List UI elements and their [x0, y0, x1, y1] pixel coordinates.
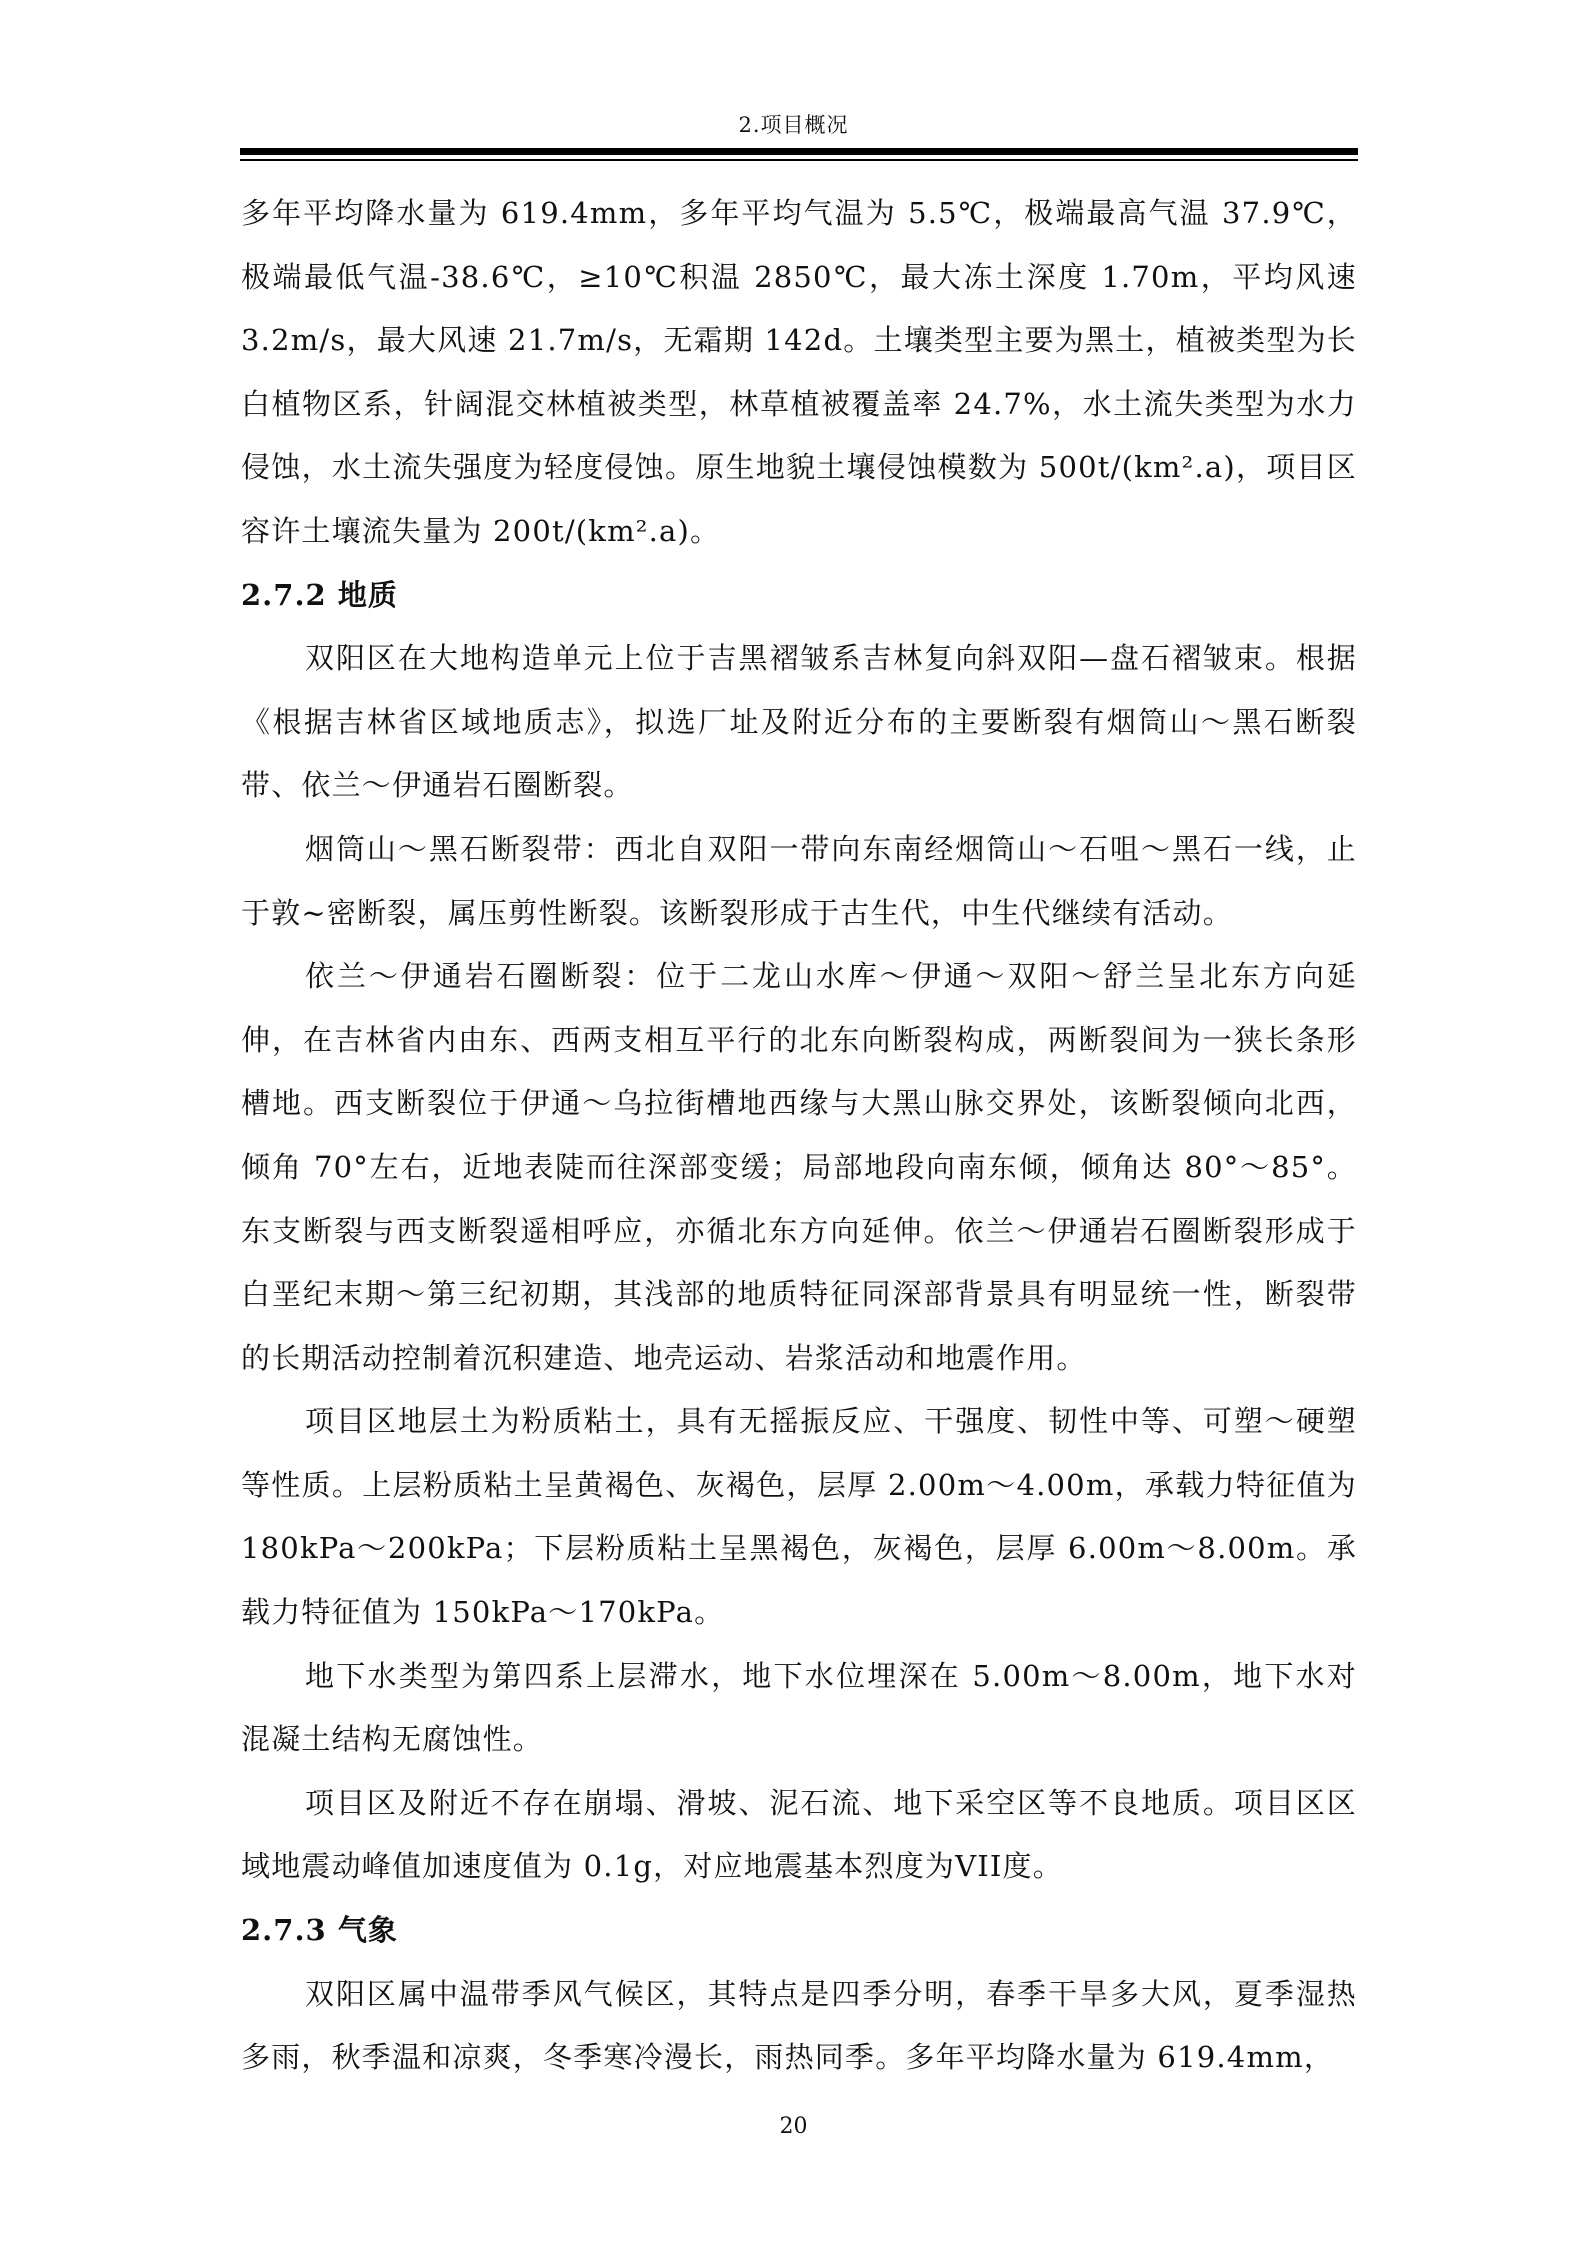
paragraph-geology-hazards-seismic: 项目区及附近不存在崩塌、滑坡、泥石流、地下采空区等不良地质。项目区区域地震动峰值加速度值为 0.1g，对应地震基本烈度为VII度。	[241, 1785, 1357, 1884]
paragraph-meteorology-climate: 双阳区属中温带季风气候区，其特点是四季分明，春季干旱多大风，夏季湿热多雨，秋季温和凉爽，冬季寒冷漫长，雨热同季。多年平均降水量为 619.4mm，	[241, 1976, 1357, 2075]
paragraph-geology-tectonics: 双阳区在大地构造单元上位于吉黑褶皱系吉林复向斜双阳—盘石褶皱束。根据《根据吉林省区域地质志》，拟选厂址及附近分布的主要断裂有烟筒山～黑石断裂带、依兰～伊通岩石圈断裂。	[241, 641, 1357, 803]
paragraph-geology-groundwater: 地下水类型为第四系上层滞水，地下水位埋深在 5.00m～8.00m，地下水对混凝土结构无腐蚀性。	[241, 1658, 1357, 1757]
section-heading-geology: 2.7.2 地质	[241, 577, 398, 612]
section-heading-meteorology: 2.7.3 气象	[241, 1913, 398, 1948]
paragraph-geology-soil-layers: 项目区地层土为粉质粘土，具有无摇振反应、干强度、韧性中等、可塑～硬塑等性质。上层粉质粘土呈黄褐色、灰褐色，层厚 2.00m～4.00m，承载力特征值为 180kPa～200kPa；下层粉质粘土呈黑褐色，灰褐色，层厚 6.00m～8.00m。承载力特征值为 150kPa～170kPa。	[241, 1404, 1357, 1630]
paragraph-geology-yilan-yitong-fault: 依兰～伊通岩石圈断裂：位于二龙山水库～伊通～双阳～舒兰呈北东方向延伸，在吉林省内由东、西两支相互平行的北东向断裂构成，两断裂间为一狭长条形槽地。西支断裂位于伊通～乌拉街槽地西缘与大黑山脉交界处，该断裂倾向北西，倾角 70°左右，近地表陡而往深部变缓；局部地段向南东倾，倾角达 80°～85°。东支断裂与西支断裂遥相呼应，亦循北东方向延伸。依兰～伊通岩石圈断裂形成于白垩纪末期～第三纪初期，其浅部的地质特征同深部背景具有明显统一性，断裂带的长期活动控制着沉积建造、地壳运动、岩浆活动和地震作用。	[241, 959, 1357, 1375]
paragraph-climate-continued: 多年平均降水量为 619.4mm，多年平均气温为 5.5℃，极端最高气温 37.9℃，极端最低气温-38.6℃，≥10℃积温 2850℃，最大冻土深度 1.70m，平均风速 3.2m/s，最大风速 21.7m/s，无霜期 142d。土壤类型主要为黑土，植被类型为长白植物区系，针阔混交林植被类型，林草植被覆盖率 24.7%，水土流失类型为水力侵蚀，水土流失强度为轻度侵蚀。原生地貌土壤侵蚀模数为 500t/(km².a)，项目区容许土壤流失量为 200t/(km².a)。	[241, 196, 1357, 548]
page-body	[241, 182, 1357, 2090]
paragraph-geology-yantongshan-fault: 烟筒山～黑石断裂带：西北自双阳一带向东南经烟筒山～石咀～黑石一线，止于敦~密断裂，属压剪性断裂。该断裂形成于古生代，中生代继续有活动。	[241, 831, 1357, 930]
header-rule-thin	[240, 159, 1358, 161]
running-header: 2.项目概况	[738, 113, 849, 137]
header-rule-thick	[240, 148, 1358, 155]
page-number: 20	[779, 2114, 808, 2139]
